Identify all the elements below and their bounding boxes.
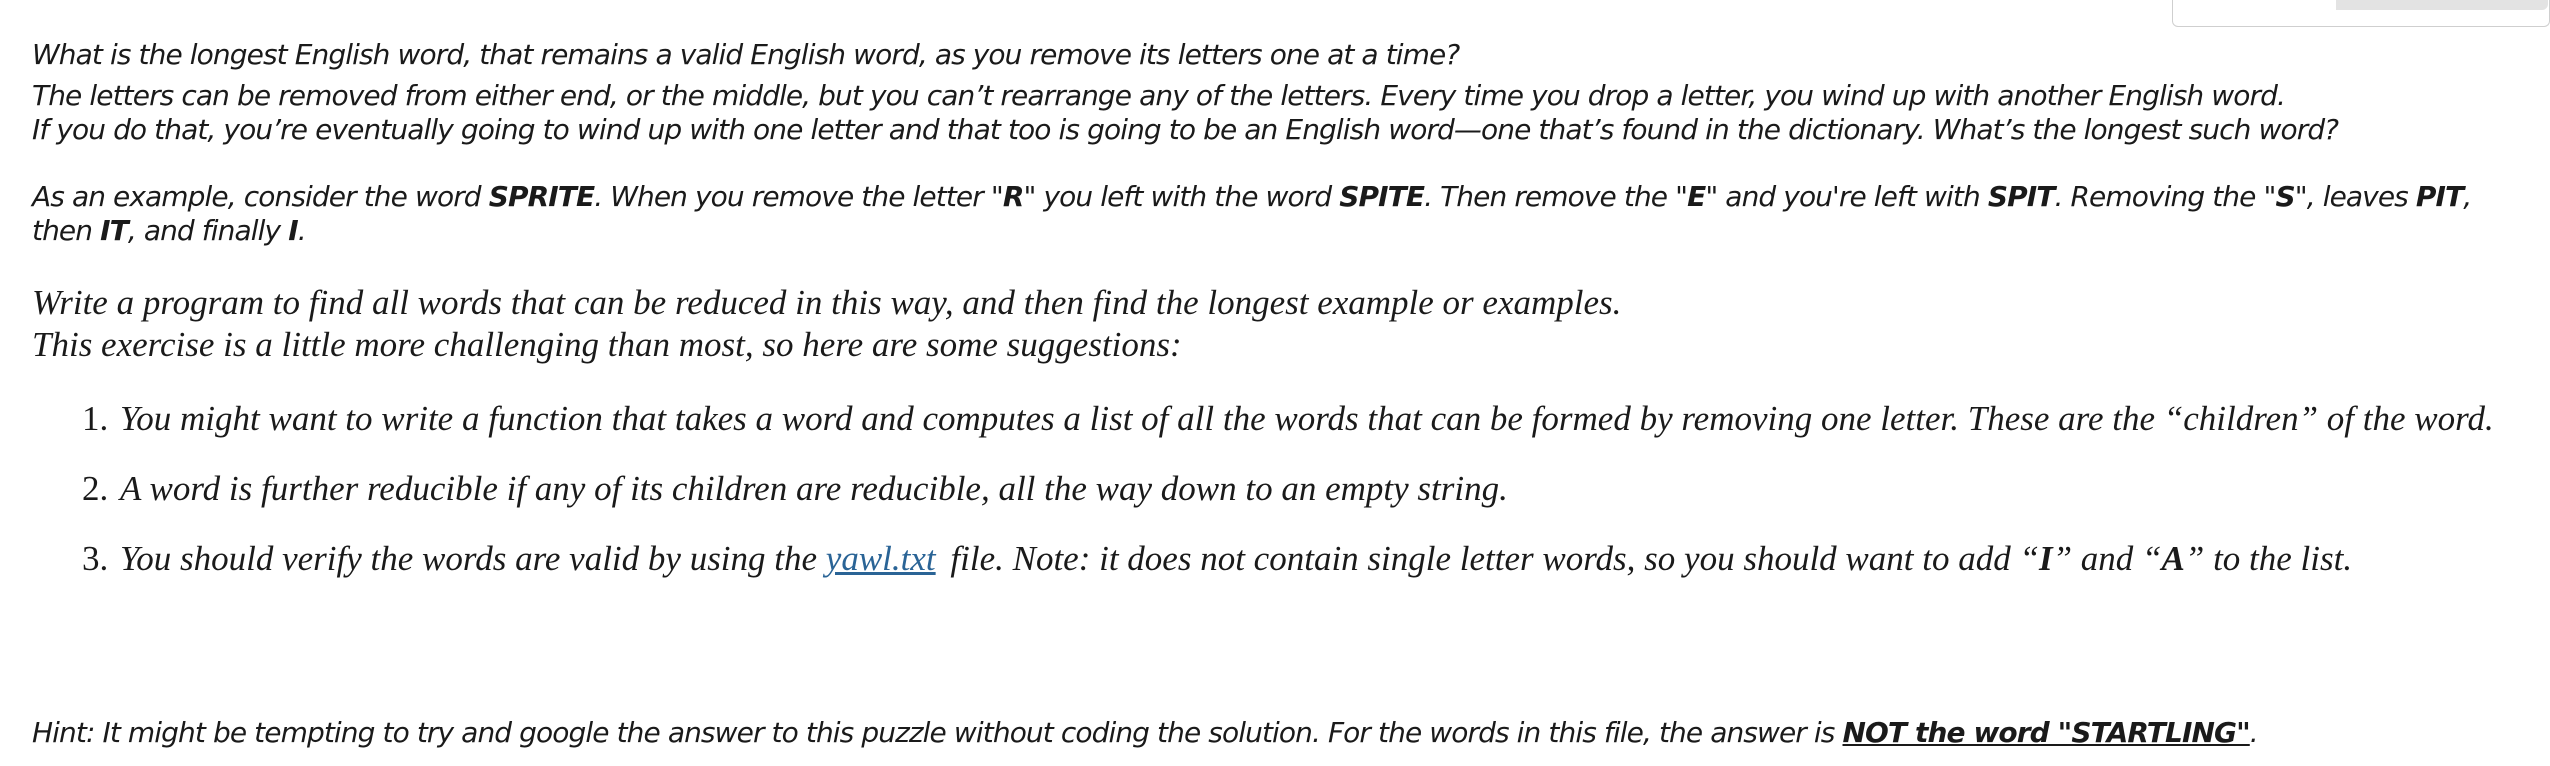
example-text: " you left with the word <box>1023 180 1340 213</box>
suggestion-text-part: You should verify the words are valid by using the <box>120 539 826 578</box>
suggestion-text: A word is further reducible if any of its children are reducible, all the way down to an empty string. <box>120 469 1508 508</box>
hint-text: Hint: It might be tempting to try and google the answer to this puzzle without coding the solution. For the words in this file, the answer is <box>32 716 1843 749</box>
suggestion-text-part: ” and “ <box>2052 539 2162 578</box>
example-word-pit: PIT <box>2415 180 2464 213</box>
task-line-2: This exercise is a little more challenging than most, so here are some suggestions: <box>32 325 1182 364</box>
example-letter-s: S <box>2275 180 2295 213</box>
question-title: What is the longest English word, that remains a valid English word, as you remove its letters one at a time? <box>32 38 1460 71</box>
suggestion-item-2 <box>32 468 2512 510</box>
suggestions-list <box>32 398 2512 608</box>
hint-emphasis: NOT the word "STARTLING" <box>1842 716 2250 749</box>
example-letter-e: E <box>1687 180 1706 213</box>
task-block <box>32 282 1621 366</box>
example-text: ", leaves <box>2294 180 2416 213</box>
suggestion-text-part: ” to the list. <box>2184 539 2353 578</box>
example-text: As an example, consider the word <box>32 180 489 213</box>
list-number: 1. <box>82 399 109 438</box>
rules-line-2: If you do that, you’re eventually going to wind up with one letter and that too is going to be an English word—one that’s found in the dictionary. What’s the longest such word? <box>32 113 2339 146</box>
example-text: , and finally <box>127 214 289 247</box>
suggestion-item-3 <box>32 538 2512 580</box>
hint-end: . <box>2249 716 2258 749</box>
example-word-sprite: SPRITE <box>488 180 595 213</box>
example-text: . When you remove the letter " <box>594 180 1003 213</box>
example-text: . Removing the " <box>2054 180 2276 213</box>
example-text: . <box>297 214 306 247</box>
example-text: " and you're left with <box>1705 180 1988 213</box>
yawl-file-link[interactable]: yawl.txt <box>825 539 936 578</box>
example-word-it: IT <box>100 214 128 247</box>
example-paragraph <box>32 180 2502 248</box>
example-text: , then <box>32 180 2472 247</box>
hint-paragraph <box>32 716 2258 750</box>
example-word-i: I <box>288 214 298 247</box>
example-letter-r: R <box>1002 180 1024 213</box>
example-text: . Then remove the " <box>1424 180 1688 213</box>
suggestion-item-1 <box>32 398 2512 440</box>
suggestion-text <box>120 538 2512 580</box>
rules-line-1: The letters can be removed from either end, or the middle, but you can’t rearrange any of the letters. Every time you drop a letter, you wind up with another English word. <box>32 79 2285 112</box>
example-word-spit: SPIT <box>1987 180 2055 213</box>
letter-i: I <box>2038 539 2053 578</box>
suggestion-text: You might want to write a function that takes a word and computes a list of all the words that can be formed by removing one letter. These are the “children” of the word. <box>120 399 2494 438</box>
suggestion-text-part: file. Note: it does not contain single letter words, so you should want to add “ <box>941 539 2039 578</box>
letter-a: A <box>2161 539 2185 578</box>
top-right-panel-button[interactable] <box>2336 0 2548 10</box>
example-word-spite: SPITE <box>1339 180 1425 213</box>
list-number: 3. <box>82 539 109 578</box>
rules-block <box>32 79 2338 147</box>
task-line-1: Write a program to find all words that can be reduced in this way, and then find the longest example or examples. <box>32 283 1622 322</box>
list-number: 2. <box>82 469 109 508</box>
